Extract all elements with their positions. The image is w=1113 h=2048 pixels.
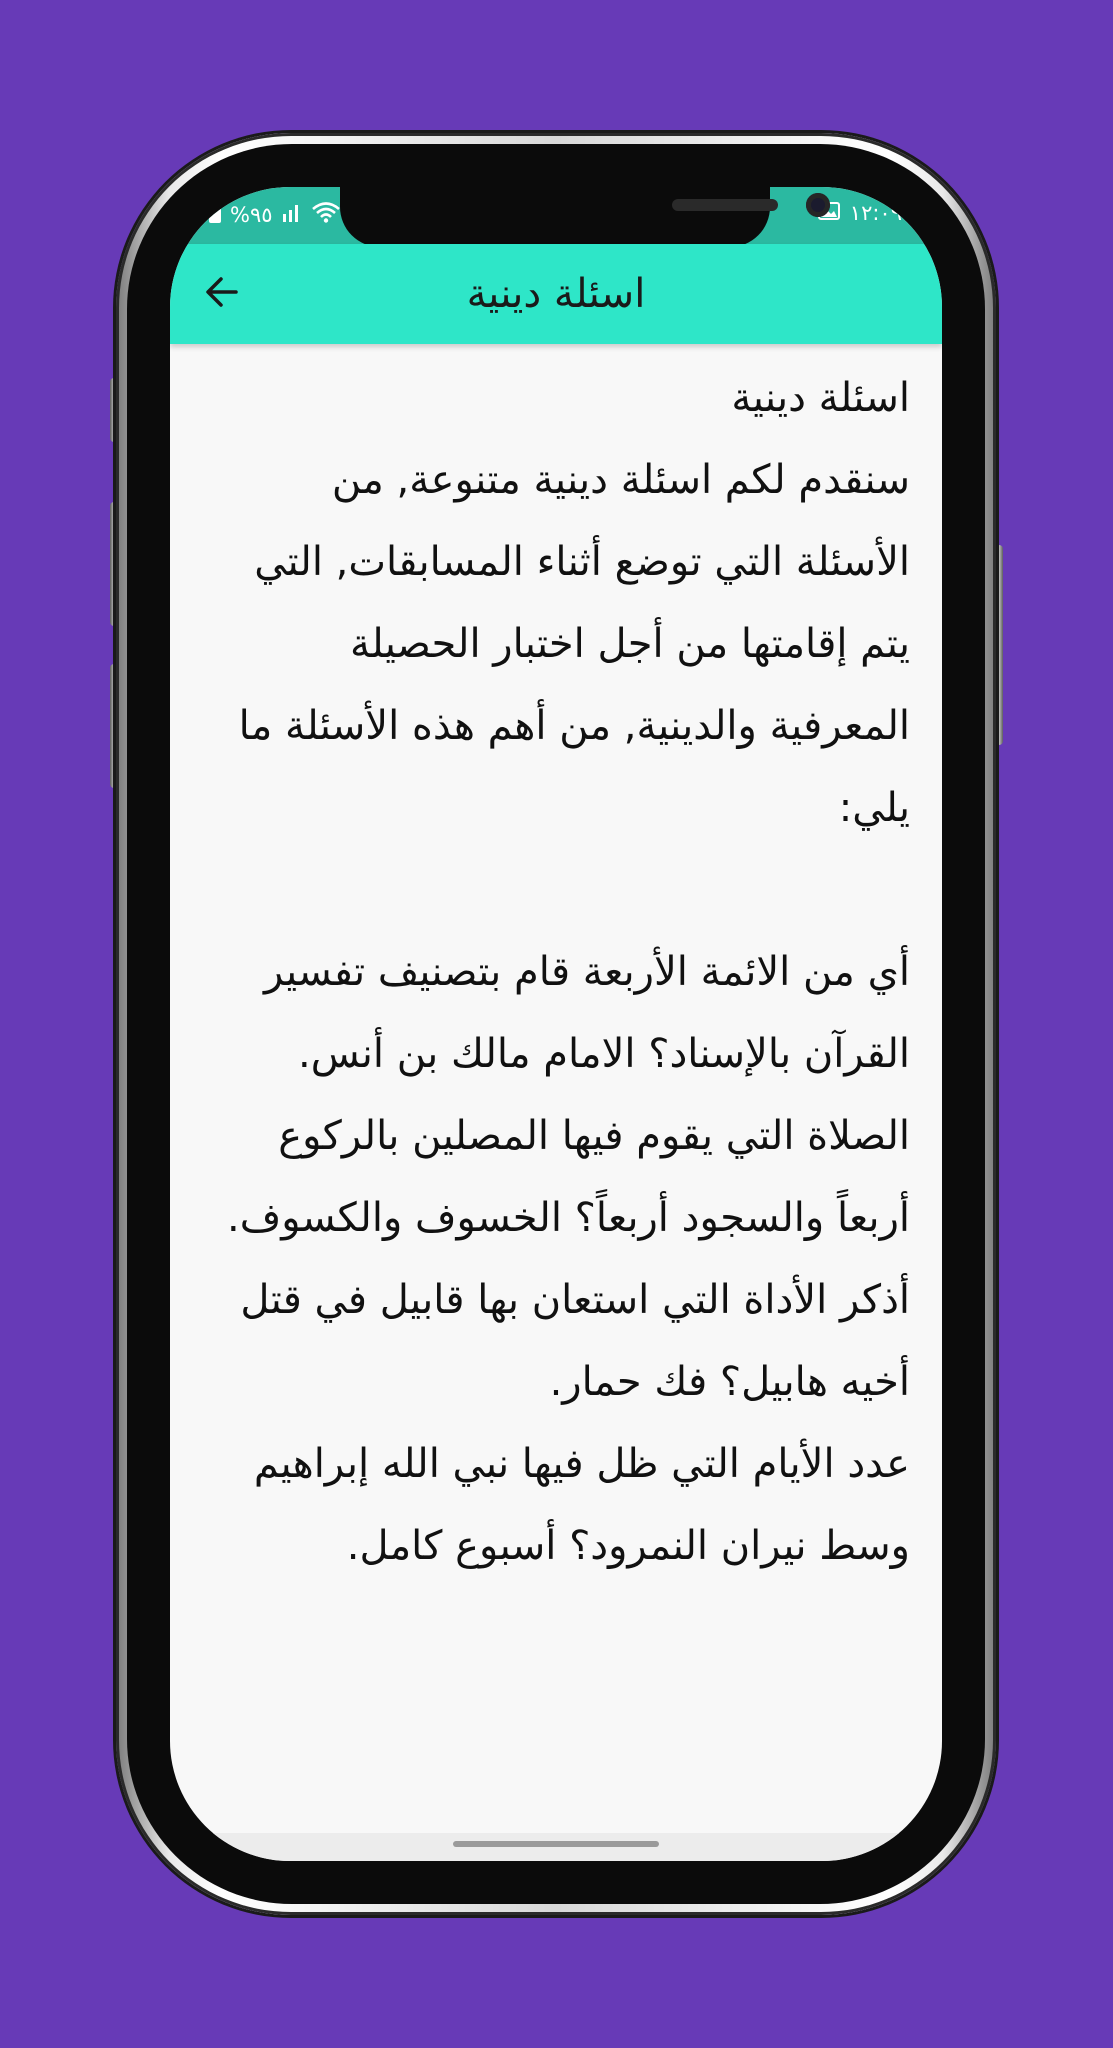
battery-percent: %٩٥: [230, 202, 273, 227]
question-item: أذكر الأداة التي استعان بها قابيل في قتل أخيه هابيل؟ فك حمار.: [240, 1277, 910, 1405]
question-item: عدد الأيام التي ظل فيها نبي الله إبراهيم وسط نيران النمرود؟ أسبوع كامل.: [253, 1441, 910, 1569]
status-left: [208, 201, 341, 228]
back-button[interactable]: [200, 272, 244, 316]
arrow-left-icon: [204, 274, 240, 314]
earpiece-speaker: [672, 199, 778, 211]
article-content: [220, 357, 910, 1587]
battery-icon: [208, 201, 222, 228]
question-item: الصلاة التي يقوم فيها المصلين بالركوع أربعاً والسجود أربعاً؟ الخسوف والكسوف.: [227, 1113, 910, 1241]
home-indicator[interactable]: [453, 1841, 659, 1847]
signal-icon: [281, 202, 303, 227]
bottom-strip: [170, 1833, 942, 1861]
paragraph-spacer: [220, 849, 910, 931]
wifi-icon: [311, 201, 341, 228]
phone-screen: [170, 187, 942, 1861]
status-bar: [170, 187, 942, 244]
front-camera: [806, 193, 830, 217]
notch: [340, 187, 770, 247]
question-item: أي من الائمة الأربعة قام بتصنيف تفسير القرآن بالإسناد؟ الامام مالك بن أنس.: [263, 949, 910, 1077]
article-intro: سنقدم لكم اسئلة دينية متنوعة, من الأسئلة التي توضع أثناء المسابقات, التي يتم إقامتها من أجل اختبار الحصيلة المعرفية والدينية, من أهم هذه الأسئلة ما يلي:: [238, 457, 910, 831]
app-bar: [170, 244, 942, 344]
status-right: [818, 201, 902, 225]
status-time: ١٢:٠٩: [849, 201, 902, 225]
page-title: اسئلة دينية: [466, 271, 646, 317]
article-heading: اسئلة دينية: [731, 375, 910, 421]
